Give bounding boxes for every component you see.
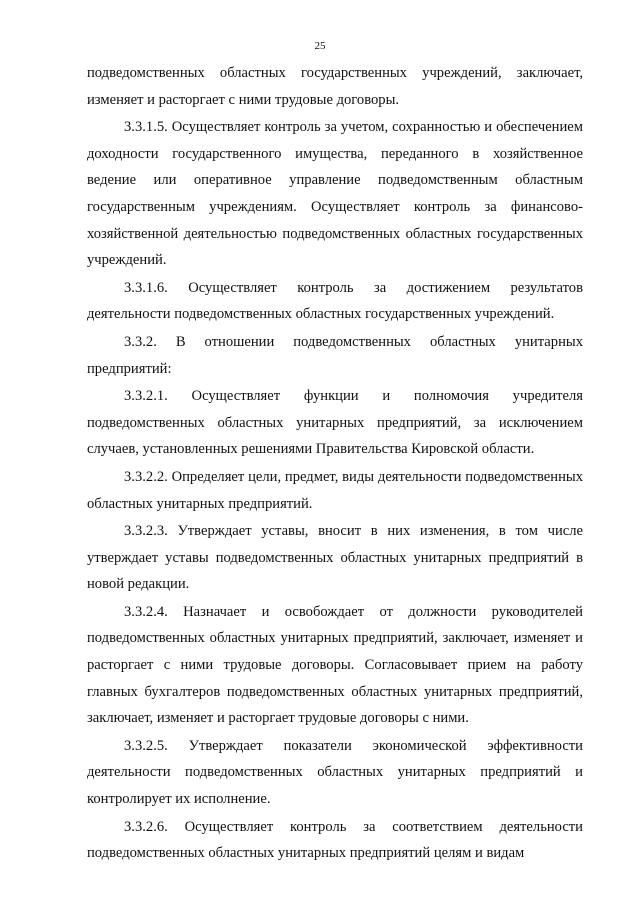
document-body <box>87 60 583 868</box>
paragraph-3-3-1-5: 3.3.1.5. Осуществляет контроль за учетом, сохранностью и обеспечением доходности государственного имущества, переданного в хозяйственное ведение или оперативное управление подведомственным областным государственным учреждениям. Осуществляет контроль за финансово-хозяйственной деятельностью подведомственных областных государственных учреждений. <box>87 119 583 269</box>
paragraph-3-3-2-1: 3.3.2.1. Осуществляет функции и полномочия учредителя подведомственных областных унитарных предприятий, за исключением случаев, установленных решениями Правительства Кировской области. <box>87 388 583 458</box>
paragraph-3-3-2-5: 3.3.2.5. Утверждает показатели экономической эффективности деятельности подведомственных областных унитарных предприятий и контролирует их исполнение. <box>87 737 583 808</box>
paragraph-3-3-2-2: 3.3.2.2. Определяет цели, предмет, виды деятельности подведомственных областных унитарных предприятий. <box>87 468 583 512</box>
page-number: 25 <box>314 40 326 52</box>
paragraph-3-3-2-3: 3.3.2.3. Утверждает уставы, вносит в них изменения, в том числе утверждает уставы подведомственных областных унитарных предприятий в новой редакции. <box>87 523 583 593</box>
paragraph-3-3-2-6: 3.3.2.6. Осуществляет контроль за соответствием деятельности подведомственных областных унитарных предприятий целям и видам <box>87 818 583 862</box>
paragraph-3-3-2: 3.3.2. В отношении подведомственных областных унитарных предприятий: <box>87 333 583 377</box>
paragraph-continuation: подведомственных областных государственных учреждений, заключает, изменяет и расторгает с ними трудовые договоры. <box>87 65 583 108</box>
paragraph-3-3-1-6: 3.3.1.6. Осуществляет контроль за достижением результатов деятельности подведомственных областных государственных учреждений. <box>87 279 583 323</box>
paragraph-3-3-2-4: 3.3.2.4. Назначает и освобождает от должности руководителей подведомственных областных унитарных предприятий, заключает, изменяет и расторгает с ними трудовые договоры. Согласовывает прием на работу главных бухгалтеров подведомственных областных унитарных предприятий, заключает, изменяет и расторгает трудовые договоры с ними. <box>87 603 583 727</box>
